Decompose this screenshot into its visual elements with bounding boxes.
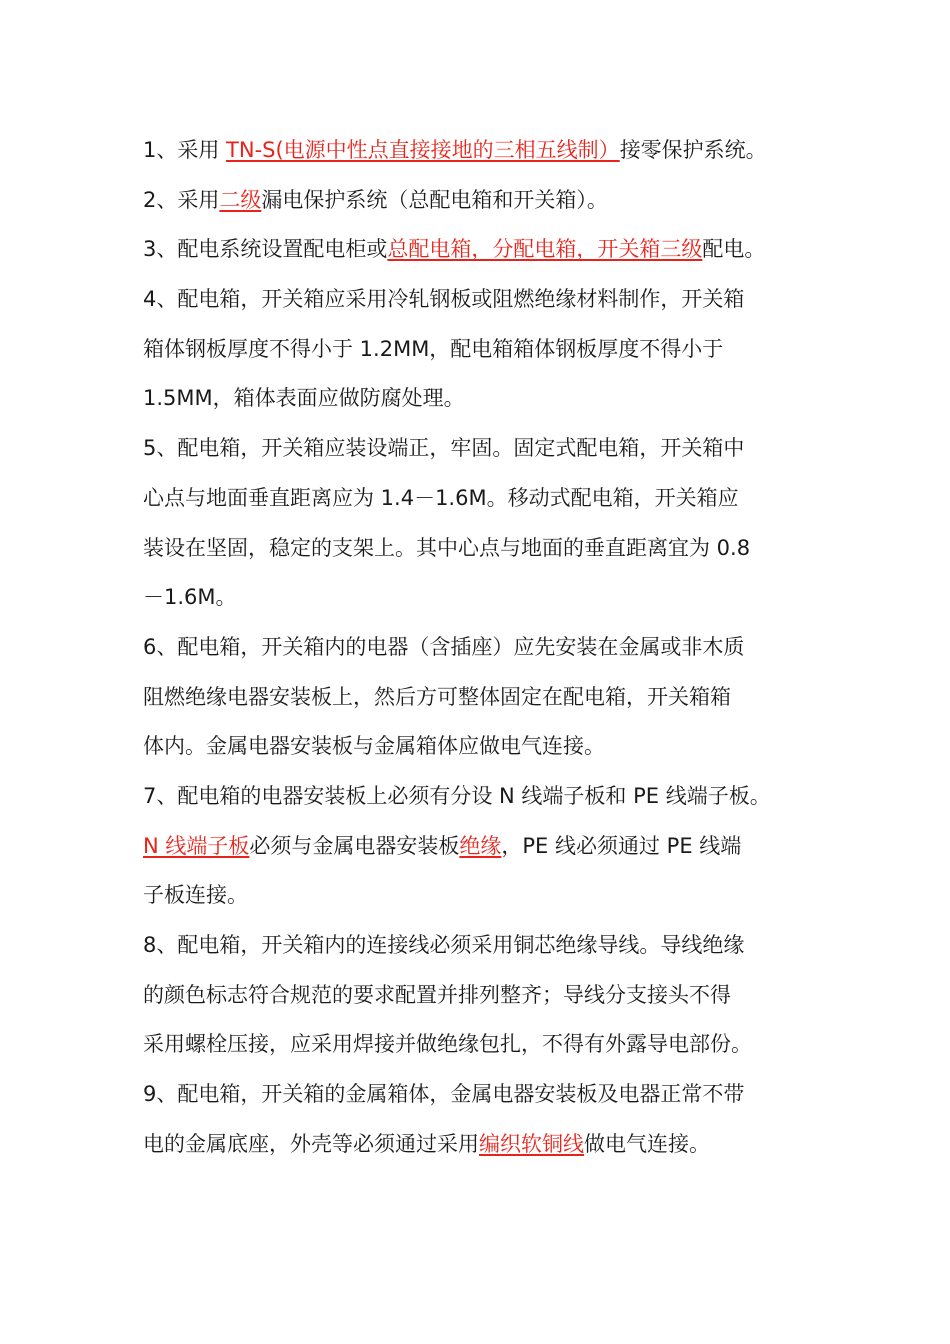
text-line — [143, 176, 823, 226]
text-segment: 电的金属底座，外壳等必须通过采用 — [143, 1131, 479, 1156]
text-line — [143, 1020, 823, 1070]
text-line — [143, 1070, 823, 1120]
text-segment: 配电。 — [702, 237, 766, 262]
text-segment: 的颜色标志符合规范的要求配置并排列整齐；导线分支接头不得 — [143, 982, 731, 1007]
text-line — [143, 921, 823, 971]
text-line — [143, 871, 823, 921]
text-segment: 阻燃绝缘电器安装板上，然后方可整体固定在配电箱，开关箱箱 — [143, 684, 731, 709]
text-segment: 做电气连接。 — [584, 1131, 710, 1156]
text-line — [143, 225, 823, 275]
text-line — [143, 126, 823, 176]
text-line — [143, 971, 823, 1021]
text-line — [143, 374, 823, 424]
highlighted-term: 绝缘 — [459, 833, 502, 858]
text-segment: 接零保护系统。 — [619, 138, 767, 162]
text-line — [143, 623, 823, 673]
highlighted-term: N 线端子板 — [143, 833, 250, 858]
text-line — [143, 772, 823, 822]
document-body — [143, 126, 823, 1169]
text-segment: ，PE 线必须通过 PE 线端 — [501, 833, 742, 858]
text-segment: 必须与金属电器安装板 — [249, 833, 460, 858]
text-segment: 9、配电箱，开关箱的金属箱体，金属电器安装板及电器正常不带 — [143, 1082, 745, 1107]
highlighted-term: TN-S(电源中性点直接接地的三相五线制） — [226, 138, 620, 162]
text-line — [143, 1120, 823, 1170]
text-line — [143, 325, 823, 375]
text-line — [143, 573, 823, 623]
text-segment: 心点与地面垂直距离应为 1.4－1.6M。移动式配电箱，开关箱应 — [143, 485, 739, 510]
text-segment: 子板连接。 — [143, 883, 248, 908]
text-line — [143, 275, 823, 325]
text-segment: 8、配电箱，开关箱内的连接线必须采用铜芯绝缘导线。导线绝缘 — [143, 933, 745, 957]
text-segment: 箱体钢板厚度不得小于 1.2MM，配电箱箱体钢板厚度不得小于 — [143, 336, 724, 361]
text-segment: 漏电保护系统（总配电箱和开关箱）。 — [261, 187, 608, 212]
text-segment: 2、采用 — [143, 187, 220, 212]
text-segment: 1、采用 — [143, 138, 227, 162]
highlighted-term: 编织软铜线 — [479, 1131, 584, 1156]
highlighted-term: 总配电箱，分配电箱，开关箱三级 — [387, 237, 703, 262]
text-segment: 6、配电箱，开关箱内的电器（含插座）应先安装在金属或非木质 — [143, 634, 745, 659]
text-segment: 体内。金属电器安装板与金属箱体应做电气连接。 — [143, 734, 605, 759]
text-line — [143, 722, 823, 772]
text-line — [143, 424, 823, 474]
highlighted-term: 二级 — [219, 187, 262, 212]
text-segment: 3、配电系统设置配电柜或 — [143, 237, 388, 262]
text-segment: 7、配电箱的电器安装板上必须有分设 N 线端子板和 PE 线端子板。 — [143, 783, 771, 808]
text-segment: 装设在坚固，稳定的支架上。其中心点与地面的垂直距离宜为 0.8 — [143, 535, 751, 560]
text-line — [143, 822, 823, 872]
text-segment: 1.5MM，箱体表面应做防腐处理。 — [143, 386, 465, 411]
text-segment: －1.6M。 — [143, 585, 237, 610]
text-segment: 4、配电箱，开关箱应采用冷轧钢板或阻燃绝缘材料制作，开关箱 — [143, 287, 745, 312]
text-segment: 5、配电箱，开关箱应装设端正，牢固。固定式配电箱，开关箱中 — [143, 436, 745, 461]
text-line — [143, 524, 823, 574]
text-segment: 采用螺栓压接，应采用焊接并做绝缘包扎，不得有外露导电部份。 — [143, 1032, 752, 1057]
text-line — [143, 673, 823, 723]
text-line — [143, 474, 823, 524]
